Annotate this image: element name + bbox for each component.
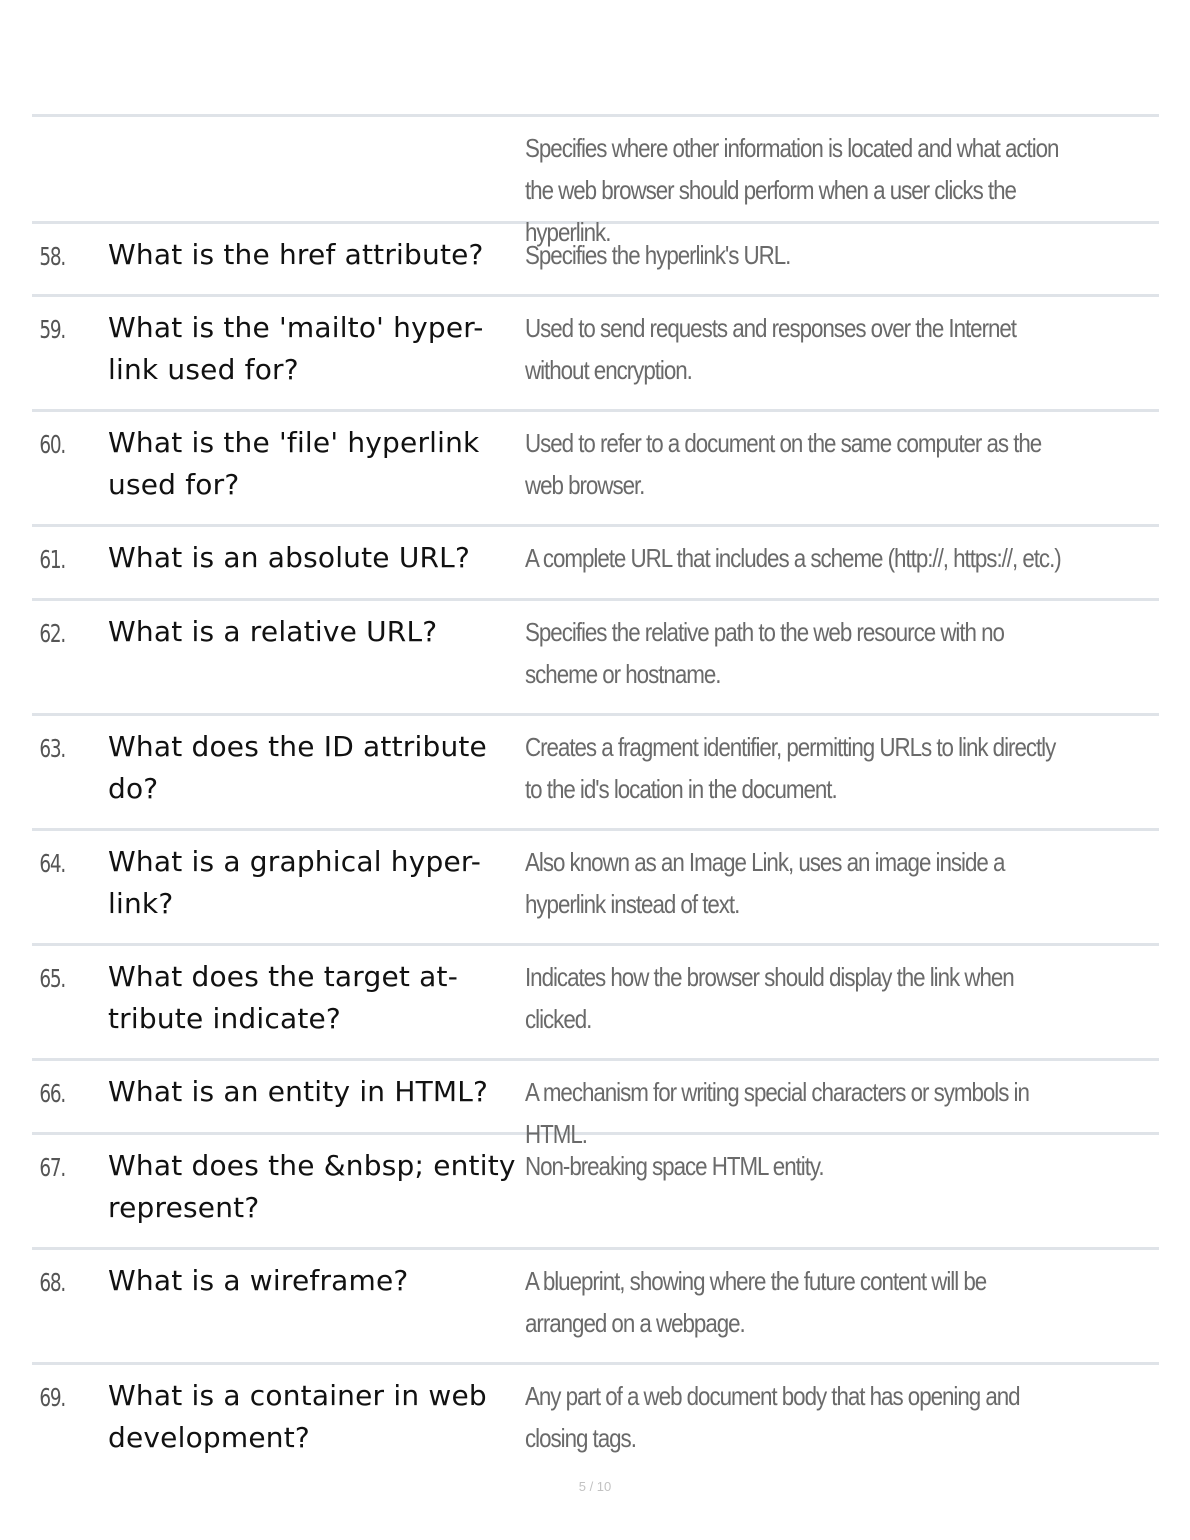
table-row (32, 294, 1159, 409)
answer-text: A complete URL that includes a scheme (http://, https://, etc.) (525, 543, 1061, 573)
row-number: 66. (39, 1079, 66, 1108)
table-row (32, 1058, 1159, 1149)
row-number: 68. (39, 1268, 66, 1297)
answer-text: Specifies the hyperlink's URL. (525, 240, 791, 270)
row-number: 63. (39, 734, 66, 763)
question-text: What does the target at-tribute indicate? (108, 960, 459, 1035)
question-text: What is a graphical hyper-link? (108, 845, 482, 920)
row-number: 59. (39, 315, 66, 344)
answer-text: A blueprint, showing where the future content will be arranged on a webpage. (525, 1266, 987, 1338)
question-text: What is the 'mailto' hyper-link used for? (108, 311, 484, 386)
table-row (32, 1132, 1159, 1247)
table-row (32, 1362, 1159, 1467)
table-row (32, 1247, 1159, 1362)
answer-text: Also known as an Image Link, uses an image inside a hyperlink instead of text. (525, 847, 1005, 919)
table-row (32, 409, 1159, 524)
question-text: What is a wireframe? (108, 1264, 409, 1297)
table-row (32, 221, 1159, 294)
row-number: 65. (39, 964, 66, 993)
flashcard-table (32, 114, 1159, 1467)
row-number: 58. (39, 242, 66, 271)
table-row (32, 943, 1159, 1058)
question-text: What is the href attribute? (108, 238, 484, 271)
question-text: What does the ID attribute do? (108, 730, 487, 805)
question-text (108, 117, 525, 221)
answer-text: Used to send requests and responses over the Internet without encryption. (525, 313, 1016, 385)
row-number (32, 117, 94, 221)
question-text: What is a relative URL? (108, 615, 438, 648)
table-row (32, 713, 1159, 828)
question-text: What is a container in web development? (108, 1379, 487, 1454)
question-text: What does the &nbsp; entity represent? (108, 1149, 516, 1224)
row-number: 61. (39, 545, 66, 574)
table-row (32, 114, 1159, 247)
row-number: 60. (39, 430, 66, 459)
question-text: What is an entity in HTML? (108, 1075, 489, 1108)
row-number: 64. (39, 849, 66, 878)
answer-text: Indicates how the browser should display the link when clicked. (525, 962, 1014, 1034)
answer-text: Used to refer to a document on the same computer as the web browser. (525, 428, 1042, 500)
table-row (32, 828, 1159, 943)
answer-text: Specifies the relative path to the web resource with no scheme or hostname. (525, 617, 1004, 689)
row-number: 67. (39, 1153, 66, 1182)
answer-text: Specifies where other information is located and what action the web browser should perform when a user clicks the hyperlink. (525, 133, 1059, 247)
answer-text: Creates a fragment identifier, permitting URLs to link directly to the id's location in the document. (525, 732, 1056, 804)
row-number: 62. (39, 619, 66, 648)
row-number: 69. (39, 1383, 66, 1412)
answer-text: A mechanism for writing special characters or symbols in HTML. (525, 1077, 1029, 1149)
answer-text: Non-breaking space HTML entity. (525, 1151, 824, 1181)
table-row (32, 524, 1159, 598)
answer-text: Any part of a web document body that has opening and closing tags. (525, 1381, 1020, 1453)
page-number: 5 / 10 (578, 1479, 612, 1494)
question-text: What is the 'file' hyperlink used for? (108, 426, 480, 501)
question-text: What is an absolute URL? (108, 541, 471, 574)
table-row (32, 598, 1159, 713)
